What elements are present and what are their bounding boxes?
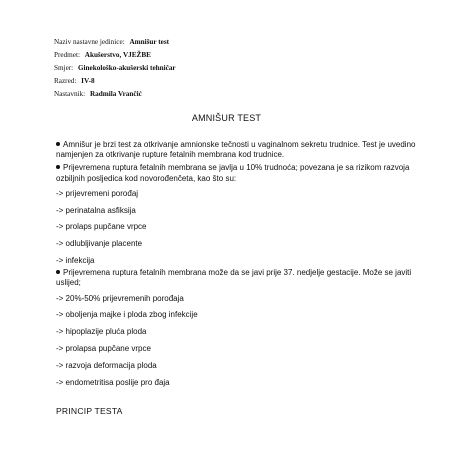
paragraph-text: Prijevremena ruptura fetalnih membrana može da se javi prije 37. nedjelje gestacije. Može se javiti uslijed; (56, 268, 412, 288)
list-item: -> odlubljivanje placente (56, 239, 143, 249)
list-item: -> 20%-50% prijevremenih porođaja (56, 293, 184, 303)
list-item: -> endometritisa poslije pro đaja (56, 377, 170, 387)
list-item: -> hipoplazije pluća ploda (56, 327, 147, 337)
list-item: -> prijevremeni porođaj (56, 188, 139, 198)
header-row-class (54, 75, 176, 88)
paragraph-text: Prijevremena ruptura fetalnih membrana se javlja u 10% trudnoća; povezana je sa rizikom razvoja ozbiljnih posljedica kod novorođenčeta, kao što su: (56, 163, 410, 183)
list-item: -> oboljenja majke i ploda zbog infekcije (56, 310, 198, 320)
header-value: Amnišur test (129, 38, 170, 46)
bullet-icon (56, 165, 60, 169)
document-body (56, 140, 416, 394)
header-value: Radmila Vrančić (89, 90, 142, 98)
section-heading: PRINCIP TESTA (56, 406, 123, 416)
header-value: Ginekološko-akušerski tehničar (77, 64, 176, 72)
list-item: -> perinatalna asfiksija (56, 205, 136, 215)
list-item: -> prolapsa pupčane vrpce (56, 344, 151, 353)
header-label: Predmet: (54, 51, 80, 59)
header-value: Akušerstvo, VJEŽBE (84, 51, 151, 59)
header-row-teacher (54, 88, 176, 101)
header-row-subject (54, 49, 176, 62)
header-label: Razred: (54, 77, 77, 85)
document-header (54, 36, 176, 101)
header-row-lesson (54, 36, 176, 49)
paragraph-rupture-timing (56, 268, 416, 288)
header-label: Naziv nastavne jedinice: (54, 38, 125, 46)
paragraph-rupture-frequency (56, 163, 416, 183)
header-label: Smjer: (54, 64, 74, 72)
paragraph-text: Amnišur je brzi test za otkrivanje amnionske tečnosti u vaginalnom sekretu trudnice. Test je uvedino namjenjen za otkrivanje rupture fetalnih membrana kod trudnice. (56, 140, 416, 160)
paragraph-intro (56, 140, 416, 160)
header-value: IV-8 (81, 77, 95, 85)
bullet-icon (56, 270, 60, 274)
header-row-track (54, 62, 176, 75)
list-item: -> infekcija (56, 256, 95, 265)
header-label: Nastavnik: (54, 90, 86, 98)
list-item: -> prolaps pupčane vrpce (56, 222, 147, 232)
list-item: -> razvoja deformacija ploda (56, 360, 157, 370)
bullet-icon (56, 142, 60, 146)
page-title: AMNIŠUR TEST (191, 113, 262, 123)
